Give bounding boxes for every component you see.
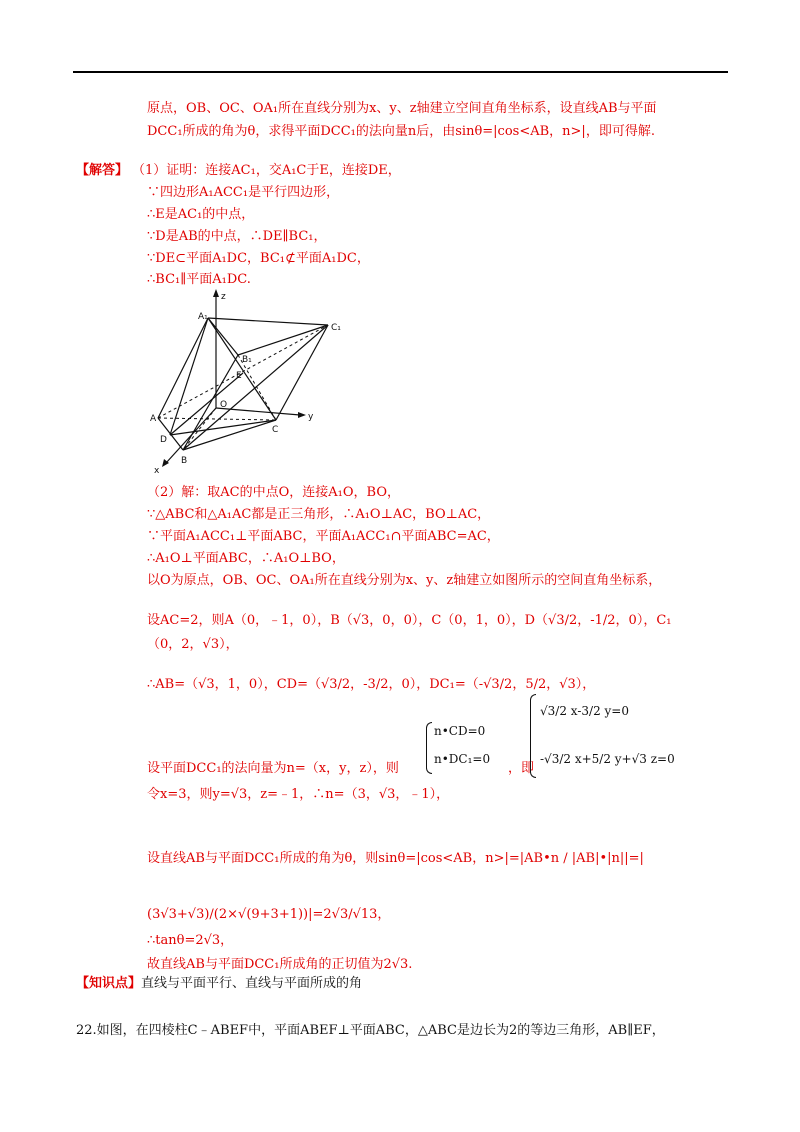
- label-C: C: [272, 425, 279, 435]
- normal-line: 设平面DCC₁的法向量为n=（x，y，z），则: [147, 761, 399, 776]
- system1-eq2: n•DC₁=0: [434, 752, 491, 766]
- conclusion-line: 故直线AB与平面DCC₁所成角的正切值为2√3.: [147, 957, 413, 972]
- part2-line-1: （2）解：取AC的中点O，连接A₁O，BO，: [147, 485, 400, 500]
- intro-line-2: DCC₁所成的角为θ，求得平面DCC₁的法向量n后，由sinθ=|cos<AB，n>|，即可得解.: [147, 124, 655, 139]
- label-D: D: [160, 435, 167, 445]
- let-line: 令x=3，则y=√3，z=﹣1，∴n=（3，√3，﹣1），: [147, 787, 450, 802]
- tan-line: ∴tanθ=2√3，: [147, 933, 234, 948]
- top-rule: [73, 71, 728, 73]
- coords-line-2: （0，2，√3），: [147, 637, 239, 652]
- prism-figure: [148, 285, 358, 475]
- label-y: y: [308, 412, 314, 422]
- coords-line: 设AC=2，则A（0，﹣1，0），B（√3，0，0），C（0，1，0），D（√3/2，-1/2，0），C₁: [147, 613, 672, 628]
- system2-brace: [530, 694, 536, 778]
- part2-line-3: ∵平面A₁ACC₁⊥平面ABC，平面A₁ACC₁∩平面ABC=AC，: [147, 529, 500, 544]
- part1-line-3: ∴E是AC₁的中点，: [147, 207, 255, 222]
- part1-line-5: ∵DE⊂平面A₁DC，BC₁⊄平面A₁DC，: [147, 251, 370, 266]
- part1-line-6: ∴BC₁∥平面A₁DC.: [147, 272, 251, 287]
- answer-tag: [76, 162, 128, 180]
- system1-brace: [426, 722, 432, 774]
- part1-line-1: （1）证明：连接AC₁，交A₁C于E，连接DE，: [132, 163, 401, 178]
- intro-line-1: 原点，OB、OC、OA₁所在直线分别为x、y、z轴建立空间直角坐标系，设直线AB与平面: [147, 101, 657, 116]
- y-axis: [216, 408, 300, 415]
- system1-eq1: n•CD=0: [434, 724, 486, 738]
- label-A1: A₁: [198, 312, 208, 322]
- part2-line-2: ∵△ABC和△A₁AC都是正三角形，∴A₁O⊥AC，BO⊥AC，: [147, 507, 491, 522]
- sin-value: (3√3+√3)/(2×√(9+3+1))|=2√3/√13，: [147, 907, 391, 922]
- sin-line: 设直线AB与平面DCC₁所成的角为θ，则sinθ=|cos<AB，n>|=|AB•n / |AB|•|n||=|: [147, 851, 644, 866]
- part1-line-4: ∵D是AB的中点，∴DE∥BC₁，: [147, 229, 327, 244]
- label-x: x: [154, 466, 160, 475]
- system2-eq1: √3/2 x-3/2 y=0: [540, 704, 629, 718]
- label-C1: C₁: [331, 323, 341, 333]
- knowledge-row: [76, 975, 362, 993]
- label-z: z: [221, 292, 226, 302]
- label-B1: B₁: [242, 355, 252, 365]
- part2-line-4: ∴A₁O⊥平面ABC，∴A₁O⊥BO，: [147, 551, 345, 566]
- label-O: O: [220, 400, 228, 410]
- next-problem: 22.如图，在四棱柱C﹣ABEF中，平面ABEF⊥平面ABC，△ABC是边长为2的等边三角形，AB∥EF，: [76, 1023, 665, 1038]
- system2-eq2: -√3/2 x+5/2 y+√3 z=0: [540, 752, 675, 766]
- part1-line-2: ∵四边形A₁ACC₁是平行四边形，: [147, 185, 340, 200]
- vectors-line: ∴AB=（√3，1，0），CD=（√3/2，-3/2，0），DC₁=（-√3/2，5/2，√3），: [147, 677, 596, 692]
- label-A: A: [150, 414, 157, 424]
- label-E: E: [236, 371, 242, 381]
- answer-tag-label: 【解答】: [76, 163, 129, 178]
- part2-line-5: 以O为原点，OB、OC、OA₁所在直线分别为x、y、z轴建立如图所示的空间直角坐标系，: [147, 573, 662, 588]
- ji-text: ，即: [508, 761, 535, 776]
- knowledge-tag: 【知识点】: [76, 976, 142, 991]
- label-B: B: [181, 456, 188, 466]
- knowledge-text: 直线与平面平行、直线与平面所成的角: [141, 976, 363, 991]
